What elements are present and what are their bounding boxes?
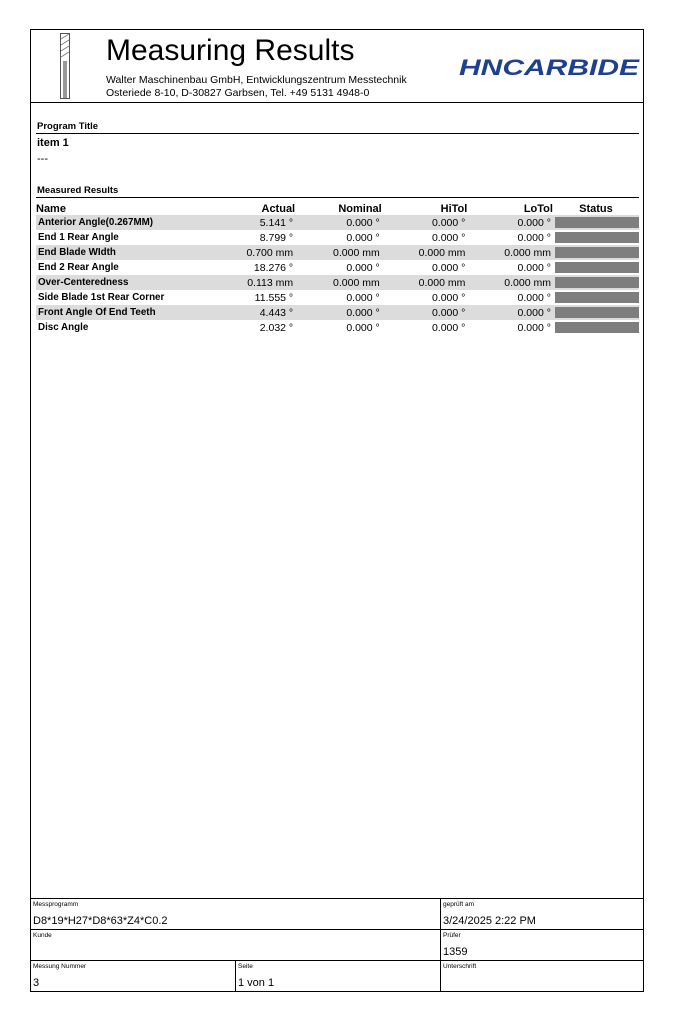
cell-actual: 0.700 mm bbox=[215, 245, 295, 260]
table-row bbox=[36, 275, 639, 290]
cell-nominal: 0.000 ° bbox=[346, 291, 380, 304]
cell-hitol: 0.000 mm bbox=[382, 275, 468, 290]
cell-actual: 11.555 ° bbox=[254, 291, 294, 304]
geprueft-cell bbox=[441, 899, 643, 930]
column-header: Actual bbox=[261, 202, 296, 215]
column-header: Name bbox=[36, 202, 66, 215]
program-title-label: Program Title bbox=[37, 121, 99, 132]
cell-nominal: 0.000 mm bbox=[295, 245, 382, 260]
table-row bbox=[36, 245, 639, 260]
cell-lotol: 0.000 mm bbox=[467, 275, 553, 290]
table-row bbox=[36, 305, 639, 320]
messprogramm-label: Messprogramm bbox=[33, 901, 79, 908]
column-header: Nominal bbox=[338, 202, 382, 215]
cell-nominal: 0.000 ° bbox=[346, 231, 380, 244]
column-header: LoTol bbox=[523, 202, 553, 215]
cell-status bbox=[553, 245, 639, 260]
status-bar bbox=[555, 262, 639, 273]
cell-actual: 8.799 ° bbox=[259, 231, 294, 244]
messung-cell bbox=[31, 961, 236, 992]
status-bar bbox=[555, 322, 639, 333]
cell-status bbox=[553, 305, 639, 320]
program-title-value: item 1 bbox=[37, 137, 69, 149]
pruefer-value: 1359 bbox=[443, 946, 468, 958]
cell-name: Front Angle Of End Teeth bbox=[36, 305, 215, 320]
cell-hitol: 0.000 ° bbox=[382, 215, 468, 230]
seite-value: 1 von 1 bbox=[238, 977, 275, 989]
table-row bbox=[36, 260, 639, 275]
cell-name: Disc Angle bbox=[38, 322, 89, 333]
cell-actual: 2.032 ° bbox=[259, 321, 294, 334]
program-subtitle: --- bbox=[37, 153, 48, 165]
divider bbox=[36, 133, 639, 134]
report-footer bbox=[31, 898, 643, 992]
cell-status bbox=[553, 290, 639, 305]
cell-nominal: 0.000 mm bbox=[295, 275, 382, 290]
status-bar bbox=[555, 247, 639, 258]
cell-hitol: 0.000 ° bbox=[382, 305, 468, 320]
cell-name: Side Blade 1st Rear Corner bbox=[38, 292, 165, 303]
cell-nominal: 0.000 ° bbox=[295, 215, 382, 230]
cell-lotol: 0.000 ° bbox=[517, 261, 551, 274]
cell-name: End 2 Rear Angle bbox=[38, 262, 119, 273]
cell-status bbox=[553, 260, 639, 275]
cell-name: End Blade WIdth bbox=[36, 245, 215, 260]
cell-lotol: 0.000 ° bbox=[517, 291, 551, 304]
unterschrift-label: Unterschrift bbox=[443, 963, 477, 970]
cell-lotol: 0.000 ° bbox=[517, 231, 551, 244]
report-title: Measuring Results bbox=[106, 34, 355, 67]
cell-lotol: 0.000 ° bbox=[467, 215, 553, 230]
divider bbox=[36, 197, 639, 198]
cell-hitol: 0.000 ° bbox=[431, 261, 466, 274]
messung-label: Messung Nummer bbox=[33, 963, 87, 970]
cell-hitol: 0.000 ° bbox=[431, 291, 466, 304]
cell-name: Over-Centeredness bbox=[36, 275, 215, 290]
end-mill-tool-icon bbox=[60, 33, 70, 99]
pruefer-cell bbox=[441, 930, 643, 961]
column-header: HiTol bbox=[440, 202, 468, 215]
table-header-row bbox=[36, 202, 639, 215]
report-page bbox=[30, 29, 644, 992]
cell-lotol: 0.000 ° bbox=[467, 305, 553, 320]
cell-nominal: 0.000 ° bbox=[346, 321, 380, 334]
status-bar bbox=[555, 277, 639, 288]
cell-name: End 1 Rear Angle bbox=[38, 232, 119, 243]
seite-label: Seite bbox=[238, 963, 253, 970]
company-address-line2: Osteriede 8-10, D-30827 Garbsen, Tel. +49 5131 4948-0 bbox=[106, 87, 370, 99]
table-row bbox=[36, 290, 639, 305]
cell-lotol: 0.000 ° bbox=[517, 321, 551, 334]
status-bar bbox=[555, 307, 639, 318]
geprueft-value: 3/24/2025 2:22 PM bbox=[443, 915, 536, 927]
geprueft-label: geprüft am bbox=[443, 901, 475, 908]
measured-results-label: Measured Results bbox=[37, 185, 119, 196]
cell-hitol: 0.000 ° bbox=[431, 321, 466, 334]
unterschrift-cell bbox=[441, 961, 643, 992]
logo-text: HNCARBIDE bbox=[459, 55, 641, 79]
table-row bbox=[36, 215, 639, 230]
messprogramm-cell bbox=[31, 899, 441, 930]
status-bar bbox=[555, 217, 639, 228]
cell-status bbox=[553, 320, 639, 335]
table-row bbox=[36, 230, 639, 245]
cell-nominal: 0.000 ° bbox=[295, 305, 382, 320]
cell-actual: 0.113 mm bbox=[215, 275, 295, 290]
seite-cell bbox=[236, 961, 441, 992]
results-table bbox=[36, 202, 639, 335]
column-header: Status bbox=[579, 202, 613, 215]
cell-actual: 18.276 ° bbox=[253, 261, 294, 274]
kunde-cell bbox=[31, 930, 441, 961]
table-row bbox=[36, 320, 639, 335]
status-bar bbox=[555, 232, 639, 243]
status-bar bbox=[555, 292, 639, 303]
cell-nominal: 0.000 ° bbox=[346, 261, 380, 274]
company-address-line1: Walter Maschinenbau GmbH, Entwicklungszentrum Messtechnik bbox=[106, 74, 407, 86]
cell-status bbox=[553, 230, 639, 245]
messprogramm-value: D8*19*H27*D8*63*Z4*C0.2 bbox=[33, 915, 168, 927]
cell-hitol: 0.000 ° bbox=[431, 231, 466, 244]
cell-actual: 4.443 ° bbox=[215, 305, 295, 320]
cell-lotol: 0.000 mm bbox=[467, 245, 553, 260]
kunde-label: Kunde bbox=[33, 932, 52, 939]
cell-actual: 5.141 ° bbox=[215, 215, 295, 230]
cell-name: Anterior Angle(0.267MM) bbox=[36, 215, 215, 230]
cell-status bbox=[553, 215, 639, 230]
pruefer-label: Prüfer bbox=[443, 932, 461, 939]
report-header bbox=[31, 30, 643, 103]
hncarbide-logo bbox=[459, 55, 641, 79]
cell-status bbox=[553, 275, 639, 290]
messung-value: 3 bbox=[33, 977, 40, 989]
cell-hitol: 0.000 mm bbox=[382, 245, 468, 260]
